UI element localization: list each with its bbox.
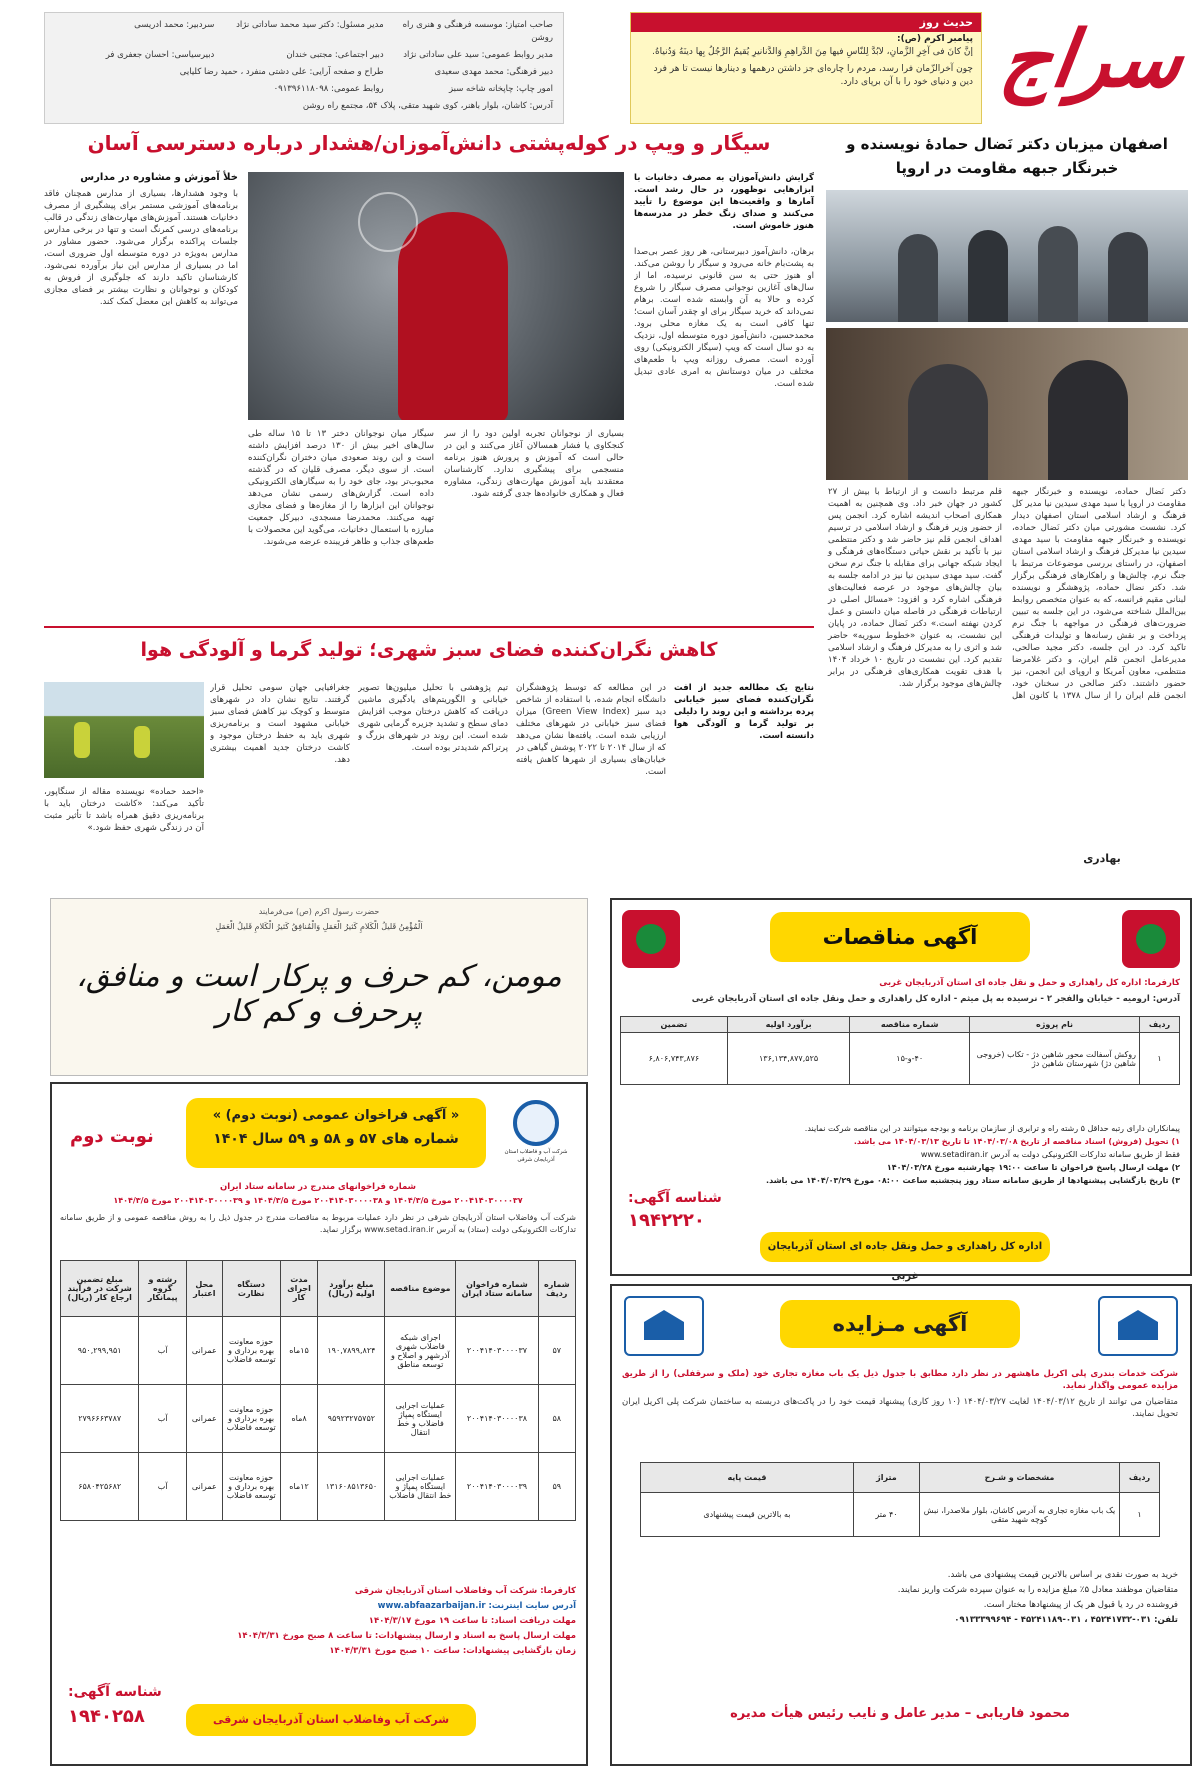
- article-cigarette-title: سیگار و ویپ در کوله‌پشتی دانش‌آموزان/هشدار درباره دسترسی آسان: [87, 131, 771, 155]
- td: روکش آسفالت محور شاهین دژ - تکاب (خروجی شاهین دژ) شهرستان شاهین دژ: [970, 1033, 1140, 1085]
- td: ۱۲ماه: [280, 1453, 318, 1521]
- article-green-col3: جغرافیایی جهان سومی تحلیل قرار گرفتند. نتایج نشان داد در شهرهای متوسط و کوچک نیز کاهش فضای سبز خیابانی مشهود است و برنامه‌ریزی شهری باید به حفظ درختان موجود و کاشت درختان جدید اهمیت بیشتری دهد.: [210, 683, 350, 765]
- th: مبلغ برآورد اولیه (ریال): [318, 1261, 385, 1317]
- photo-meeting-two: [826, 328, 1188, 480]
- water-shenase-label: شناسه آگهی:: [68, 1684, 162, 1700]
- tender-title: آگهی مناقصات: [770, 912, 1030, 962]
- water-shenase: ۱۹۴۰۲۵۸: [68, 1706, 145, 1727]
- td: ۲۰۰۴۱۴۰۳۰۰۰۰۳۷: [456, 1317, 538, 1385]
- td: حوزه معاونت بهره برداری و توسعه فاضلاب: [222, 1317, 280, 1385]
- water-note: مهلت دریافت اسناد: تا ساعت ۱۹ مورخ ۱۴۰۴/۳/۱۷: [368, 1616, 576, 1626]
- credit-line: طراح و صفحه آرایی: علی دشتی منفرد ، حمید رضا کلیایی: [179, 67, 384, 77]
- auction-note: خرید به صورت نقدی بر اساس بالاترین قیمت پیشنهادی می باشد.: [947, 1570, 1178, 1580]
- auction-logo-left: [624, 1296, 704, 1356]
- td: ۶,۸۰۶,۷۴۳,۸۷۶: [621, 1033, 728, 1085]
- td: عمرانی: [187, 1453, 223, 1521]
- article-green-lead: نتایج یک مطالعه جدید از افت نگران‌کننده فضای سبز خیابانی پرده برداشته و این روند را دلیلی بر تولید گرما و آلودگی هوا دانسته است.: [674, 683, 814, 741]
- auction-title: آگهی مـزایده: [780, 1300, 1020, 1348]
- water-note: کارفرما: شرکت آب وفاضلاب استان آذربایجان شرقی: [354, 1586, 576, 1596]
- water-nobat: نوبت دوم: [70, 1126, 154, 1147]
- td: ۴۰ متر: [853, 1493, 919, 1537]
- td: ۱۳۶,۱۳۴,۸۷۷,۵۲۵: [727, 1033, 850, 1085]
- building-icon: [1118, 1310, 1158, 1340]
- water-footer: شرکت آب وفاضلاب استان آذربایجان شرقی: [186, 1704, 476, 1736]
- td: ۴۰-و-۱۵: [850, 1033, 970, 1085]
- td: عمرانی: [187, 1385, 223, 1453]
- article-cigarette-col3: بسیاری از نوجوانان تجربه اولین دود را از سر کنجکاوی یا فشار همسالان آغاز می‌کنند و این در حالی است که آموزش و پرورش هنوز برنامه منسجمی برای پیشگیری ندارد. کارشناسان معتقدند باید آموزش مهارت‌های زندگی، مشاوره فعال و همکاری خانواده‌ها جدی گرفته شود.: [444, 429, 624, 499]
- photo-park-workers: [44, 682, 204, 778]
- credit-line: روابط عمومی: ۰۹۱۳۹۶۱۱۸۰۹۸: [273, 84, 384, 94]
- tender-note: ۲) مهلت ارسال پاسخ فراخوان تا ساعت ۱۹:۰۰ چهارشنبه مورخ ۱۴۰۴/۰۳/۲۸: [886, 1163, 1180, 1172]
- td: ۲۰۰۴۱۴۰۳۰۰۰۰۳۸: [456, 1385, 538, 1453]
- logo-text: سراج: [995, 14, 1189, 105]
- water-table: [60, 1260, 576, 1521]
- table-row: [61, 1385, 576, 1453]
- tender-shenase-label: شناسه آگهی:: [628, 1190, 722, 1206]
- td: ۶۵۸۰۴۲۵۶۸۲: [61, 1453, 139, 1521]
- auction-note: فروشنده در رد یا قبول هر یک از پیشنهادها مختار است.: [983, 1600, 1178, 1610]
- credit-line: دبیرسیاسی: احسان جعفری فر: [105, 50, 215, 60]
- building-icon: [644, 1310, 684, 1340]
- auction-intro: شرکت خدمات بندری پلی اکریل ماهشهر در نظر دارد مطابق با جدول ذیل یک باب مغازه تجاری خود (ملک و سرقفلی) را از طریق مزایده عمومی واگذار نماید.: [622, 1369, 1178, 1391]
- td: ۱: [1120, 1493, 1160, 1537]
- water-logo-caption: شرکت آب و فاضلاب استان آذربایجان شرقی: [504, 1149, 568, 1163]
- th: شماره ردیف: [538, 1261, 575, 1317]
- td: ۱۵ماه: [280, 1317, 318, 1385]
- auction-table: [640, 1462, 1160, 1537]
- water-ref-nums: ۲۰۰۴۱۴۰۳۰۰۰۰۳۷ مورخ ۱۴۰۴/۳/۵ و ۲۰۰۴۱۴۰۳۰۰۰۰۳۸ مورخ ۱۴۰۴/۳/۵ و ۲۰۰۴۱۴۰۳۰۰۰۰۳۹ مورخ ۱۴۰۴/۳/۵: [113, 1196, 523, 1205]
- td: ۱۹۰,۷۸۹۹,۸۲۴: [318, 1317, 385, 1385]
- credit-line: مدیر روابط عمومی: سید علی ساداتی نژاد: [403, 50, 553, 60]
- credit-line: سردبیر: محمد ادریسی: [134, 20, 215, 30]
- article-green-col1: در این مطالعه که توسط پژوهشگران دانشگاه انجام شده، با استفاده از شاخص دید سبز (Green View Index) میزان فضای سبز خیابانی در شهرهای مختلف ارزیابی شده است. یافته‌ها نشان می‌دهد که از سال ۲۰۱۴ تا ۲۰۲۲ پوشش گیاهی در خیابان‌های بسیاری از شهرها کاهش یافته است.: [516, 683, 666, 777]
- article-green-col2: تیم پژوهشی با تحلیل میلیون‌ها تصویر خیابانی و الگوریتم‌های یادگیری ماشین دریافت که کاهش درختان موجب افزایش دمای سطح و تشدید جزیره گرمایی شهری شده است. این روند در شهرهای بزرگ و پرتراکم شدیدتر بوده است.: [358, 683, 508, 753]
- td: ۸ماه: [280, 1385, 318, 1453]
- water-ref: شماره فراخوانهای مندرج در سامانه ستاد ایران: [219, 1182, 417, 1192]
- th: شماره فراخوان سامانه ستاد ایران: [456, 1261, 538, 1317]
- tender-address: آدرس: ارومیه - خیابان والفجر ۲ - نرسیده به پل میثم - اداره کل راهداری و حمل ونقل جاده ای استان آذربایجان غربی: [691, 994, 1180, 1004]
- credit-line: دبیر فرهنگی: محمد مهدی سعیدی: [434, 67, 553, 77]
- th: قیمت پایه: [641, 1463, 854, 1493]
- quote-header: حضرت رسول اکرم (ص) می‌فرمایند: [258, 907, 380, 916]
- td: ۹۵۹۲۳۲۷۵۷۵۲: [318, 1385, 385, 1453]
- ad-auction: [610, 1284, 1192, 1766]
- water-title: « آگهی فراخوان عمومی (نوبت دوم) »: [212, 1108, 460, 1123]
- td: ۵۷: [538, 1317, 575, 1385]
- tender-footer: اداره کل راهداری و حمل ونقل جاده ای استان آذربایجان غربی: [760, 1232, 1050, 1262]
- water-note: آدرس سایت اینترنت: www.abfaazarbaijan.ir: [377, 1601, 576, 1611]
- credit-line: امور چاپ: چاپخانه شاخه سبز: [448, 84, 553, 94]
- credits-box: [44, 12, 564, 124]
- tender-table: [620, 1016, 1180, 1085]
- hadith-line: چون آخرالزّمان فرا رسد، مردم را چاره‌ای جز داشتن درهمها و دینارها نیست تا هر فرد دین و دنیای خود را با آن برپای دارد.: [653, 64, 973, 87]
- td: عملیات اجرایی ایستگاه پمپاژ و خط انتقال فاضلاب: [385, 1453, 456, 1521]
- article-isfahan-body: دکتر نَضال حماده، نویسنده و خبرنگار جبهه مقاومت در اروپا با سید مهدی سیدین نیا مدیر کل فرهنگ و ارشاد اسلامی استان اصفهان دیدار کرد. نشست مشورتی میان دکتر نَضال حماده، نویسنده و خبرنگار جبهه مقاومت با سید مهدی سیدین نیا مدیرکل فرهنگ و ارشاد اسلامی استان اصفهان، در راستای بررسی موضوعات مرتبط با جنگ نرم، چالش‌ها و راهکارهای فرهنگی برگزار شد. دکتر نضال حماده، پژوهشگر و نویسنده لبنانی مقیم فرانسه، که به عنوان متخصص روابط بین‌الملل شناخته می‌شود، در این جلسه به تبیین ضرورت‌های فرهنگی در مواجهه با جنگ نرم پرداخت و بر نقش رسانه‌ها و تولیدات فرهنگی تاکید کرد. در این جلسه، دکتر مجید صالحی، مدیرعامل انجمن قلم ایران، و دکتر غلامرضا منتظمی، معاون آمریکا و اروپای این انجمن، نیز حضور داشتند. دکتر صالحی در سخنان خود، انجمن قلم ایران را از سال ۱۳۷۸ با کانون اهل قلم مرتبط دانست و از ارتباط با بیش از ۲۷ کشور در جهان خبر داد. وی همچنین به اهمیت همکاری اصحاب اندیشه اشاره کرد. انجمن پس از حضور وزیر فرهنگ و ارشاد اسلامی در ترسیم اهداف انجمن قلم نیز حاضر شد و دکتر منتظمی نیز با تأکید بر نقش حیاتی دستگاه‌های فرهنگی و ایجاد شبکه جهانی برای مقابله با جنگ نرم سخن گفت. سید مهدی سیدین نیا نیز در ادامه جلسه به بیان چالش‌های موجود در عرصه فعالیت‌های فرهنگی اشاره کرد و افزود: «مسائل اصلی در ارتباطات فرهنگی در فاصله میان دانستن و عمل کردن نهفته است.» دکتر نَضال حماده، در پایان این نشست، به عنوان «خطوط سوریه» حاضر شد و اثری را به مدیرکل فرهنگ و ارشاد اسلامی تقدیم کرد. این نشست در تاریخ ۱۰ خرداد ۱۴۰۴ با هدف تقویت همکاری‌های فرهنگی در برابر چالش‌های موجود برگزار شد.: [828, 487, 1186, 701]
- td: آب: [139, 1317, 187, 1385]
- water-intro: شرکت آب وفاضلاب استان آذربایجان شرقی در نظر دارد عملیات مربوط به مناقصات مندرج در جدول ذیل را به روش مناقصه عمومی و از طریق سامانه تدارکات الکترونیکی دولت (ستاد) به آدرس www.setad.iran.ir برگزار نماید.: [60, 1213, 576, 1234]
- tender-employer: کارفرما: اداره کل راهداری و حمل و نقل جاده ای استان آذربایجان غربی: [879, 978, 1180, 988]
- tender-shenase: ۱۹۴۲۲۲۰: [628, 1210, 705, 1231]
- auction-note: تلفن: ۰۳۱-۴۵۲۴۱۷۳۲ ، ۰۳۱-۴۵۲۴۱۱۸۹ - ۰۹۱۳۳۳۹۹۶۹۴: [954, 1615, 1178, 1625]
- th: متراژ: [853, 1463, 919, 1493]
- photo-meeting-group: [826, 190, 1188, 322]
- article-green-title: کاهش نگران‌کننده فضای سبز شهری؛ تولید گرما و آلودگی هوا: [140, 639, 718, 661]
- table-row: [641, 1493, 1160, 1537]
- credit-line: مدیر مسئول: دکتر سید محمد ساداتی نژاد: [236, 20, 384, 30]
- water-note: مهلت ارسال پاسخ به اسناد و ارسال پیشنهادات: تا ساعت ۸ صبح مورخ ۱۴۰۴/۳/۳۱: [237, 1631, 576, 1641]
- td: آب: [139, 1453, 187, 1521]
- auction-note: متقاضیان موظفند معادل ۵٪ مبلغ مزایده را به عنوان سپرده شرکت واریز نمایند.: [897, 1585, 1178, 1595]
- table-row: [61, 1453, 576, 1521]
- td: ۹۵۰,۲۹۹,۹۵۱: [61, 1317, 139, 1385]
- th: مشخصات و شـرح: [920, 1463, 1120, 1493]
- article-green: [44, 636, 814, 886]
- tender-note: ۳) تاریخ بازگشایی پیشنهادها از طریق سامانه ستاد روز پنجشنبه ساعت ۰۸:۰۰ مورخ ۱۴۰۴/۰۳/۲۹ می باشد.: [766, 1176, 1180, 1185]
- logo: [992, 10, 1192, 110]
- ad-tender: [610, 898, 1192, 1282]
- water-logo: [496, 1100, 576, 1170]
- th: دستگاه نظارت: [222, 1261, 280, 1317]
- td: ۱: [1140, 1033, 1180, 1085]
- credit-line: دبیر اجتماعی: مجتبی خندان: [286, 50, 384, 60]
- tender-logo-right: [1122, 910, 1180, 968]
- article-isfahan-title: اصفهان میزبان دکتر نَضال حمادهٔ نویسنده و خبرنگار جبهه مقاومت در اروپا: [846, 135, 1168, 177]
- table-row: [621, 1033, 1180, 1085]
- article-cigarette-col4: با وجود هشدارها، بسیاری از مدارس همچنان فاقد برنامه‌های آموزشی مستمر برای پیشگیری از مصرف دخانیات هستند. آموزش‌های مهارت‌های زندگی در قالب برنامه‌های درسی کمرنگ است و تنها در برخی مدارس جلسات پراکنده برگزار می‌شود. حضور مشاور در مدارس به‌ویژه در دوره متوسطه اول ضروری است، اما در بسیاری از مدارس این نیاز برآورده نمی‌شود. کارشناسان تاکید دارند که جلوگیری از فروش به کودکان و نوجوانان و نظارت بیشتر بر فضای مجازی می‌تواند به کاهش این معضل کمک کند.: [44, 189, 238, 307]
- th: تضمین: [621, 1017, 728, 1033]
- td: حوزه معاونت بهره برداری و توسعه فاضلاب: [222, 1453, 280, 1521]
- th: نام پروژه: [970, 1017, 1140, 1033]
- article-cigarette: [44, 128, 814, 628]
- td: ۱۳۱۶۰۸۵۱۳۶۵۰: [318, 1453, 385, 1521]
- auction-dates: متقاضیان می توانند از تاریخ ۱۴۰۴/۰۳/۱۲ لغایت ۱۴۰۴/۰۳/۲۷ (۱۰ روز کاری) پیشنهاد قیمت خود را در پاکت‌های دربسته به ساختمان شرکت پلی اکریل ایران تحویل نمایند.: [622, 1397, 1178, 1419]
- article-cigarette-col1b: [634, 496, 814, 618]
- water-subtitle: شماره های ۵۷ و ۵۸ و ۵۹ سال ۱۴۰۴: [213, 1131, 459, 1147]
- th: موضوع مناقصه: [385, 1261, 456, 1317]
- td: عملیات اجرایی ایستگاه پمپاژ فاضلاب و خط انتقال: [385, 1385, 456, 1453]
- credit-line: صاحب امتیاز: موسسه فرهنگی و هنری راه روشن: [402, 20, 553, 43]
- water-title-box: [186, 1098, 486, 1168]
- hadith-box: [630, 12, 982, 124]
- article-cigarette-col4-title: خلأ آموزش و مشاوره در مدارس: [80, 172, 238, 183]
- quote-calligraphy: مومن، کم حرف و پرکار است و منافق، پرحرف و کم کار: [76, 959, 562, 1029]
- th: شماره مناقصه: [850, 1017, 970, 1033]
- auction-logo-right: [1098, 1296, 1178, 1356]
- tender-note: فقط از طریق سامانه تدارکات الکترونیکی دولت به آدرس www.setadiran.ir: [920, 1150, 1180, 1159]
- td: ۲۰۰۴۱۴۰۳۰۰۰۰۳۹: [456, 1453, 538, 1521]
- td: یک باب مغازه تجاری به آدرس کاشان، بلوار ملاصدرا، نبش کوچه شهید متقی: [920, 1493, 1120, 1537]
- th: محل اعتبار: [187, 1261, 223, 1317]
- hadith-line: پیامبر اکرم (ص):: [897, 34, 973, 44]
- article-cigarette-col2: سیگار میان نوجوانان دختر ۱۳ تا ۱۵ ساله طی سال‌های اخیر بیش از ۱۳۰ درصد افزایش داشته است و این روند صعودی میان دختران نگران‌کننده است. از سوی دیگر، مصرف قلیان که در گذشته محبوب‌تر بود، جای خود را به سیگارهای الکترونیکی داده است. گزارش‌های رسمی نشان می‌دهد نوجوانان این ابزارها را از مغازه‌ها و فضای مجازی تهیه می‌کنند. محمدرضا مسجدی، دبیرکل جمعیت مبارزه با استعمال دخانیات، می‌گوید این محصولات با طعم‌های جذاب و ظاهر فریبنده عرضه می‌شوند.: [248, 429, 434, 547]
- road-sign-icon: [1136, 924, 1166, 954]
- ad-water: [50, 1082, 588, 1766]
- td: ۵۹: [538, 1453, 575, 1521]
- water-drop-icon: [513, 1100, 559, 1146]
- road-sign-icon: [636, 924, 666, 954]
- th: برآورد اولیه: [727, 1017, 850, 1033]
- th: ردیف: [1140, 1017, 1180, 1033]
- water-note: زمان بازگشایی پیشنهادات: ساعت ۱۰ صبح مورخ ۱۴۰۴/۳/۳۱: [329, 1646, 576, 1656]
- th: مبلغ تضمین شرکت در فرآیند ارجاع کار (ریال): [61, 1261, 139, 1317]
- article-cigarette-lead: گرایش دانش‌آموزان به مصرف دخانیات با ابزارهایی نوظهور، در حال رشد است. آمارها و واقعیت‌ها این موضوع را تأیید می‌کنند و صدای زنگ خطر در مدرسه‌ها هنوز خاموش است.: [634, 173, 814, 231]
- quote-arabic: اَلْمُؤْمِنُ قَلیلُ الْکَلامِ کَثیرُ الْعَمَلِ وَالْمُنافِقُ کَثیرُ الْکَلامِ قَلیلُ الْعَمَلِ: [215, 922, 423, 931]
- th: ردیف: [1120, 1463, 1160, 1493]
- ad-quote: [50, 898, 588, 1076]
- tender-note: ۱) تحویل (فروش) اسناد مناقصه از تاریخ ۱۴۰۴/۰۳/۰۸ تا تاریخ ۱۴۰۴/۰۳/۱۳ می باشد.: [853, 1137, 1180, 1146]
- auction-footer: محمود فاریابی – مدیر عامل و نایب رئیس هیأت مدیره: [730, 1706, 1070, 1721]
- photo-smoking-teen: [248, 172, 624, 420]
- credit-line: آدرس: کاشان، بلوار باهنر، کوی شهید متقی، پلاک ۵۴، مجتمع راه روشن: [302, 101, 553, 111]
- td: آب: [139, 1385, 187, 1453]
- th: مدت اجرای کار: [280, 1261, 318, 1317]
- td: اجرای شبکه فاضلاب شهری آذرشهر و اصلاح و توسعه مناطق: [385, 1317, 456, 1385]
- td: ۵۸: [538, 1385, 575, 1453]
- td: عمرانی: [187, 1317, 223, 1385]
- hadith-line: إنَّ کانَ فی آخِرِ الزَّمانِ، لابُدَّ لِلنّاسِ فیها مِنَ الدَّراهِمِ وَالدَّنانیرِ یُقیمُ الرَّجُلُ بِها دینَهُ وَدُنیاهُ.: [652, 47, 973, 57]
- tender-logo-left: [622, 910, 680, 968]
- photo-caption: بهادری: [1083, 852, 1121, 865]
- article-cigarette-col1: برهان، دانش‌آموز دبیرستانی، هر روز عصر بی‌صدا به پشت‌بام خانه می‌رود و سیگار را روشن می‌کند. او هنوز حتی به سن قانونی نرسیده، اما از سال‌های آغازین نوجوانی مصرف سیگار را شروع کرده و حالا به آن وابسته شده است. برهام نمی‌داند که خرید سیگار برای او چقدر آسان است؛ تنها کافی است به یک مغازه محلی برود. محمدحسین، دانش‌آموز دوره متوسطه اول، نزدیک به دو سال است که ویپ (سیگار الکترونیکی) روی آورده است. مصرف روزانه ویپ با طعم‌های مختلف در میان دوستانش به امری عادی تبدیل شده است.: [634, 247, 814, 389]
- th: رشته و گروه پیمانکار: [139, 1261, 187, 1317]
- td: به بالاترین قیمت پیشنهادی: [641, 1493, 854, 1537]
- article-isfahan: [822, 128, 1192, 890]
- td: ۲۷۹۶۶۶۳۷۸۷: [61, 1385, 139, 1453]
- article-green-col4: «احمد حماده» نویسنده مقاله از سنگاپور، تأکید می‌کند: «کاشت درختان باید با برنامه‌ریزی دقیق همراه باشد تا تأثیر مثبت آن در زندگی شهری حفظ شود.»: [44, 787, 204, 833]
- hadith-title: حدیث روز: [631, 13, 981, 32]
- td: حوزه معاونت بهره برداری و توسعه فاضلاب: [222, 1385, 280, 1453]
- tender-note: پیمانکاران دارای رتبه حداقل ۵ رشته راه و ترابری از سازمان برنامه و بودجه میتوانند در این مناقصه شرکت نمایند.: [804, 1124, 1180, 1133]
- table-row: [61, 1317, 576, 1385]
